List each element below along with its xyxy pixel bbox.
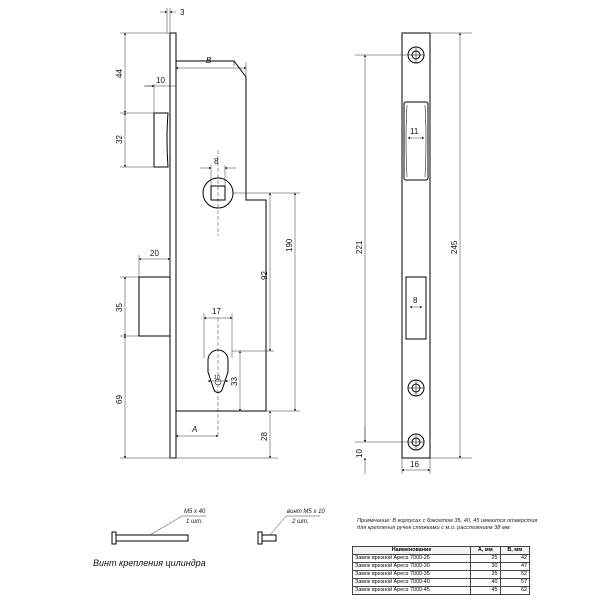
dim-bolt-slot-width: 8	[413, 296, 418, 305]
dim-bottom-offset: 69	[115, 395, 124, 404]
table-row	[353, 563, 530, 571]
dim-spindle-to-cylinder: 92	[260, 271, 269, 280]
cell-a: 45	[471, 587, 500, 595]
dim-hole-spacing: 221	[355, 240, 364, 254]
cell-b: 57	[500, 579, 529, 587]
dim-bolt-height: 35	[115, 303, 124, 312]
dim-cylinder-width: 17	[212, 307, 221, 316]
cell-b: 42	[500, 555, 529, 563]
bolt-slot	[406, 277, 426, 339]
screw-short-qty: 2 шт.	[292, 519, 309, 525]
cell-b: 62	[500, 587, 529, 595]
cell-b: 47	[500, 563, 529, 571]
col-a-header: A, мм	[471, 547, 500, 555]
screw-short-title: винт М5 х 10	[287, 509, 325, 515]
table-header-row	[353, 547, 530, 555]
cell-name: Замок врезной Apecs 7000-45	[353, 587, 471, 595]
faceplate-side	[170, 33, 176, 458]
dim-cylinder-dia: 10	[214, 375, 221, 381]
cylinder-screw-long	[112, 509, 206, 544]
faceplate-front-view	[402, 33, 430, 458]
latch-slot	[404, 102, 428, 180]
table-row	[353, 579, 530, 587]
dim-end-offset: 10	[355, 449, 364, 458]
cylinder-screw-short	[258, 509, 325, 544]
cell-a: 35	[471, 571, 500, 579]
screw-long-qty: 1 шт.	[186, 519, 203, 525]
cell-a: 30	[471, 563, 500, 571]
dim-backset-a: A	[192, 425, 198, 434]
cell-name: Замок врезной Apecs 7000-40	[353, 579, 471, 587]
side-view-dimensions	[115, 8, 300, 458]
screws-caption: Винт крепления цилиндра	[93, 558, 206, 568]
dim-plate-thickness: 3	[180, 8, 185, 17]
lock-case-outline	[176, 61, 266, 411]
dim-bottom-margin: 28	[260, 432, 269, 441]
table-row	[353, 571, 530, 579]
col-name-header: Наименование	[353, 547, 471, 555]
dim-latch-height: 32	[115, 135, 124, 144]
lock-body-side-view	[139, 33, 266, 458]
dim-latch-depth: 10	[156, 76, 165, 85]
cell-a: 25	[471, 555, 500, 563]
dim-latch-slot-width: 11	[410, 127, 419, 136]
cell-name: Замок врезной Apecs 7000-35	[353, 571, 471, 579]
model-spec-table	[352, 546, 530, 595]
cell-name: Замок врезной Apecs 7000-25	[353, 555, 471, 563]
screw-long-size: М5 х 40	[184, 509, 206, 515]
cell-b: 52	[500, 571, 529, 579]
dim-faceplate-width: 16	[410, 460, 419, 469]
latch-bolt	[154, 113, 168, 167]
cell-a: 40	[471, 579, 500, 587]
dim-faceplate-length: 245	[450, 240, 459, 254]
dim-spindle-square: 8	[214, 157, 219, 166]
dim-top-offset: 44	[115, 69, 124, 78]
col-b-header: B, мм	[500, 547, 529, 555]
drawing-note: Примечание: В корпусах с бэкcетом 35, 40, 45 имеются отверстия для крепления ручек стяжками с м.о. расстоянием 38 мм.	[357, 518, 538, 531]
table-row	[353, 587, 530, 595]
faceplate-dimensions	[355, 33, 472, 474]
dim-bolt-depth: 20	[150, 249, 159, 258]
cell-name: Замок врезной Apecs 7000-30	[353, 563, 471, 571]
dead-bolt	[139, 277, 170, 336]
dim-overall-height: 190	[285, 238, 294, 252]
table-row	[353, 555, 530, 563]
dim-cylinder-to-bottom: 33	[230, 377, 239, 386]
dim-backset-b: B	[206, 56, 212, 65]
